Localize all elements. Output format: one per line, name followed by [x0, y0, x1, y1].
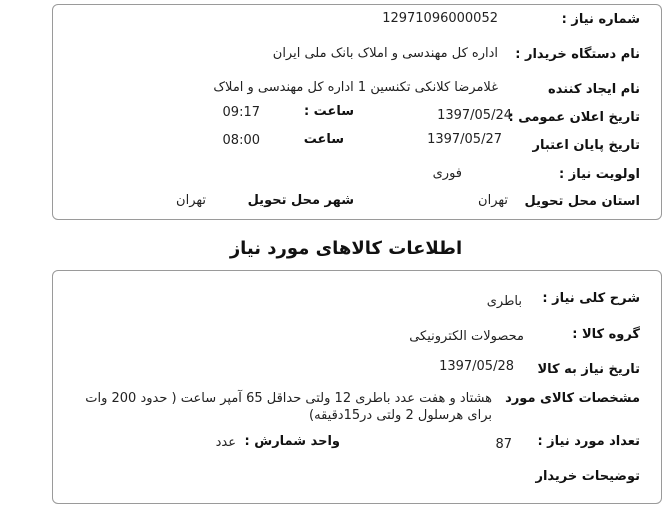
section-title: اطلاعات کالاهای مورد نیاز	[229, 238, 463, 259]
creator-label: نام ایجاد کننده	[548, 82, 640, 97]
need-number-value: 12971096000052	[382, 11, 498, 26]
expiry-date-label: تاریخ پایان اعتبار	[532, 138, 640, 153]
expiry-time-value: 08:00	[222, 133, 260, 148]
priority-label: اولویت نیاز :	[558, 167, 640, 182]
buyer-notes-label: توضیحات خریدار	[535, 469, 640, 484]
spec-line-1: هشتاد و هفت عدد باطری 12 ولتی حداقل 65 آمپر ساعت ( حدود 200 وات	[85, 391, 492, 406]
need-date-value: 1397/05/28	[439, 359, 514, 374]
need-date-label: تاریخ نیاز به کالا	[537, 362, 640, 377]
buyer-org-label: نام دستگاه خریدار :	[515, 47, 640, 62]
unit-label: واحد شمارش :	[244, 434, 340, 449]
city-value: تهران	[176, 193, 206, 208]
city-label: شهر محل تحویل	[247, 193, 354, 208]
group-label: گروه کالا :	[572, 327, 640, 342]
summary-value: باطری	[486, 294, 522, 309]
spec-label: مشخصات کالای مورد	[505, 391, 640, 406]
spec-line-2: برای هرسلول 2 ولتی در15دقیقه)	[309, 408, 492, 423]
announce-time-label: ساعت :	[303, 104, 354, 119]
quantity-label: تعداد مورد نیاز :	[537, 434, 640, 449]
quantity-value: 87	[495, 437, 512, 452]
announce-date-value: 1397/05/24	[437, 108, 512, 123]
group-value: محصولات الکترونیکی	[409, 329, 524, 344]
creator-value: غلامرضا کلانکی تکنسین 1 اداره کل مهندسی و املاک	[213, 80, 498, 95]
unit-value: عدد	[215, 435, 236, 450]
province-value: تهران	[478, 193, 508, 208]
announce-time-value: 09:17	[222, 105, 260, 120]
buyer-org-value: اداره کل مهندسی و املاک بانک ملی ایران	[272, 46, 498, 61]
need-number-label: شماره نیاز :	[561, 12, 640, 27]
expiry-time-label: ساعت	[303, 132, 344, 147]
summary-label: شرح کلی نیاز :	[542, 291, 640, 306]
expiry-date-value: 1397/05/27	[427, 132, 502, 147]
priority-value: فوری	[432, 166, 462, 181]
announce-date-label: تاریخ اعلان عمومی :	[508, 110, 640, 125]
province-label: استان محل تحویل	[524, 194, 640, 209]
